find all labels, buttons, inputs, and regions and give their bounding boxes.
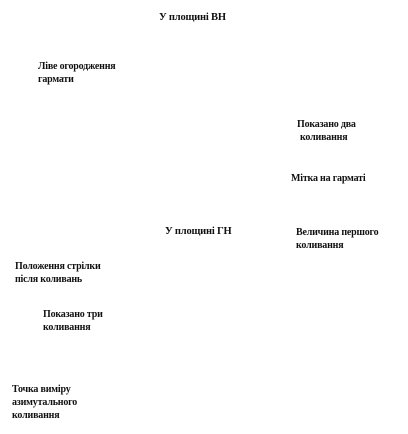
three-fluctuations-label-line-1: Показано три xyxy=(43,309,103,320)
left-fence-label-line-1: Ліве огородження xyxy=(38,61,116,72)
first-fluctuation-size-label xyxy=(296,226,378,252)
horizontal-plane-heading: У площині ГН xyxy=(165,226,232,237)
azimuth-reading-point-label-line-1: Точка виміру xyxy=(12,384,71,395)
first-fluctuation-size-label-line-1: Величина першого xyxy=(296,227,379,238)
two-fluctuations-label-line-1: Показано два xyxy=(297,119,356,130)
gun-mark-label xyxy=(291,172,365,185)
azimuth-reading-point-label-line-2: азимутального xyxy=(12,397,78,408)
three-fluctuations-label-line-2: коливання xyxy=(43,322,91,333)
vertical-plane-heading: У площині ВН xyxy=(159,12,226,23)
first-fluctuation-size-label-line-2: коливання xyxy=(296,240,344,251)
azimuth-reading-point-label-line-3: коливання xyxy=(12,410,60,421)
arrow-position-label xyxy=(15,260,101,286)
left-fence-label xyxy=(38,60,115,86)
azimuth-reading-point-label xyxy=(12,383,77,422)
arrow-position-label-line-1: Положення стрілки xyxy=(15,261,101,272)
gun-mark-label-line-1: Мітка на гарматі xyxy=(291,173,366,184)
left-fence-label-line-2: гармати xyxy=(38,74,74,85)
two-fluctuations-label-line-2: коливання xyxy=(300,132,348,143)
three-fluctuations-label xyxy=(43,308,103,334)
arrow-position-label-line-2: після коливань xyxy=(15,274,83,285)
two-fluctuations-label xyxy=(297,118,356,144)
